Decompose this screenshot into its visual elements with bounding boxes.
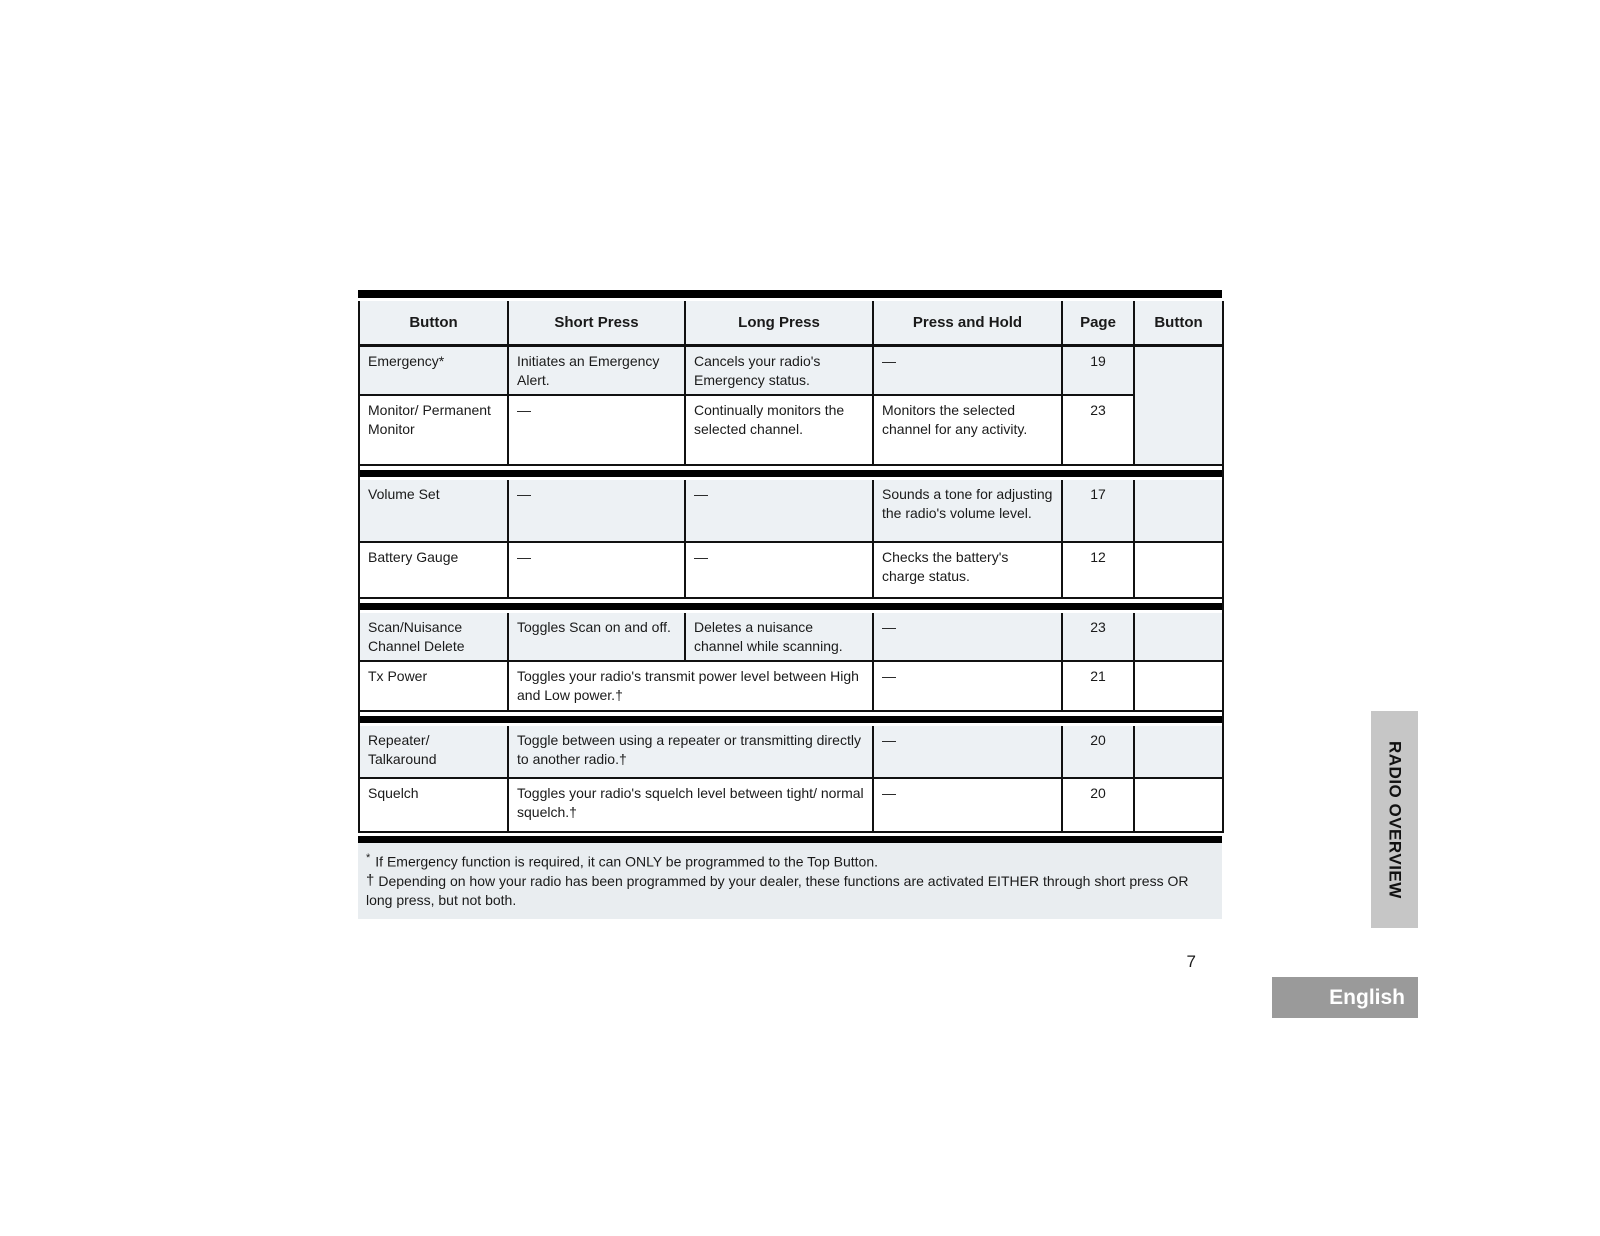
table-row [359, 345, 1223, 395]
cell-press-and-hold: — [873, 661, 1062, 711]
cell-button-label: Squelch [359, 778, 508, 832]
column-header-press-and-hold: Press and Hold [873, 301, 1062, 345]
cell-press-and-hold: — [873, 726, 1062, 778]
table-top-rule [358, 290, 1222, 298]
cell-button-image [1134, 480, 1223, 542]
cell-short-press: — [508, 395, 685, 465]
table-block [358, 290, 1222, 919]
cell-page-number: 21 [1062, 661, 1134, 711]
table-row [359, 542, 1223, 598]
column-header-page: Page [1062, 301, 1134, 345]
cell-press-and-hold: Monitors the selected channel for any activity. [873, 395, 1062, 465]
footnote-dagger [366, 872, 1210, 910]
table-header-row [359, 301, 1223, 345]
cell-short-press: Toggles Scan on and off. [508, 613, 685, 661]
cell-press-and-hold: — [873, 345, 1062, 395]
english-language-badge: English [1272, 977, 1418, 1018]
group-separator-bar [360, 603, 1222, 610]
cell-long-press: Cancels your radio's Emergency status. [685, 345, 873, 395]
button-functions-table [358, 301, 1224, 833]
footnote-star [366, 849, 1210, 872]
cell-page-number: 20 [1062, 778, 1134, 832]
footnote-star-text: If Emergency function is required, it can ONLY be programmed to the Top Button. [375, 853, 878, 870]
page-number: 7 [1186, 952, 1196, 971]
footnotes [358, 843, 1222, 919]
cell-short-press: Initiates an Emergency Alert. [508, 345, 685, 395]
footnote-star-marker: * [366, 852, 371, 864]
table-row [359, 661, 1223, 711]
cell-long-press: — [685, 542, 873, 598]
cell-button-label: Repeater/ Talkaround [359, 726, 508, 778]
radio-overview-tab [1371, 711, 1418, 928]
cell-button-label: Scan/Nuisance Channel Delete [359, 613, 508, 661]
cell-short-press: — [508, 480, 685, 542]
cell-short-long-press: Toggle between using a repeater or transmitting directly to another radio.† [508, 726, 873, 778]
cell-page-number: 17 [1062, 480, 1134, 542]
cell-button-image [1134, 726, 1223, 778]
cell-button-label: Volume Set [359, 480, 508, 542]
cell-button-image [1134, 613, 1223, 661]
cell-short-long-press: Toggles your radio's squelch level between tight/ normal squelch.† [508, 778, 873, 832]
cell-button-label: Battery Gauge [359, 542, 508, 598]
cell-page-number: 12 [1062, 542, 1134, 598]
cell-page-number: 19 [1062, 345, 1134, 395]
cell-long-press: — [685, 480, 873, 542]
table-row [359, 480, 1223, 542]
cell-long-press: Deletes a nuisance channel while scanning. [685, 613, 873, 661]
table-bottom-rule [358, 836, 1222, 843]
footnote-dagger-marker: † [366, 871, 375, 889]
group-separator [359, 598, 1223, 613]
footnote-dagger-text: Depending on how your radio has been programmed by your dealer, these functions are activated EITHER through short press OR long press, but not both. [366, 872, 1189, 908]
cell-page-number: 23 [1062, 613, 1134, 661]
table-row [359, 613, 1223, 661]
table-row [359, 395, 1223, 465]
cell-button-label: Emergency* [359, 345, 508, 395]
cell-short-press: — [508, 542, 685, 598]
cell-button-label: Monitor/ Permanent Monitor [359, 395, 508, 465]
cell-short-long-press: Toggles your radio's transmit power level between High and Low power.† [508, 661, 873, 711]
column-header-button: Button [359, 301, 508, 345]
cell-press-and-hold: Sounds a tone for adjusting the radio's volume level. [873, 480, 1062, 542]
group-separator [359, 465, 1223, 480]
table-row [359, 778, 1223, 832]
column-header-short-press: Short Press [508, 301, 685, 345]
column-header-long-press: Long Press [685, 301, 873, 345]
cell-button-image [1134, 542, 1223, 598]
cell-press-and-hold: Checks the battery's charge status. [873, 542, 1062, 598]
cell-page-number: 20 [1062, 726, 1134, 778]
group-separator-bar [360, 716, 1222, 723]
cell-press-and-hold: — [873, 613, 1062, 661]
group-separator-bar [360, 470, 1222, 477]
cell-button-image [1134, 661, 1223, 711]
cell-long-press: Continually monitors the selected channel. [685, 395, 873, 465]
column-header-button-image: Button [1134, 301, 1223, 345]
group-separator [359, 711, 1223, 726]
cell-button-label: Tx Power [359, 661, 508, 711]
cell-page-number: 23 [1062, 395, 1134, 465]
cell-press-and-hold: — [873, 778, 1062, 832]
radio-overview-tab-label: RADIO OVERVIEW [1385, 740, 1405, 899]
cell-button-image [1134, 345, 1223, 465]
table-row [359, 726, 1223, 778]
cell-button-image [1134, 778, 1223, 832]
